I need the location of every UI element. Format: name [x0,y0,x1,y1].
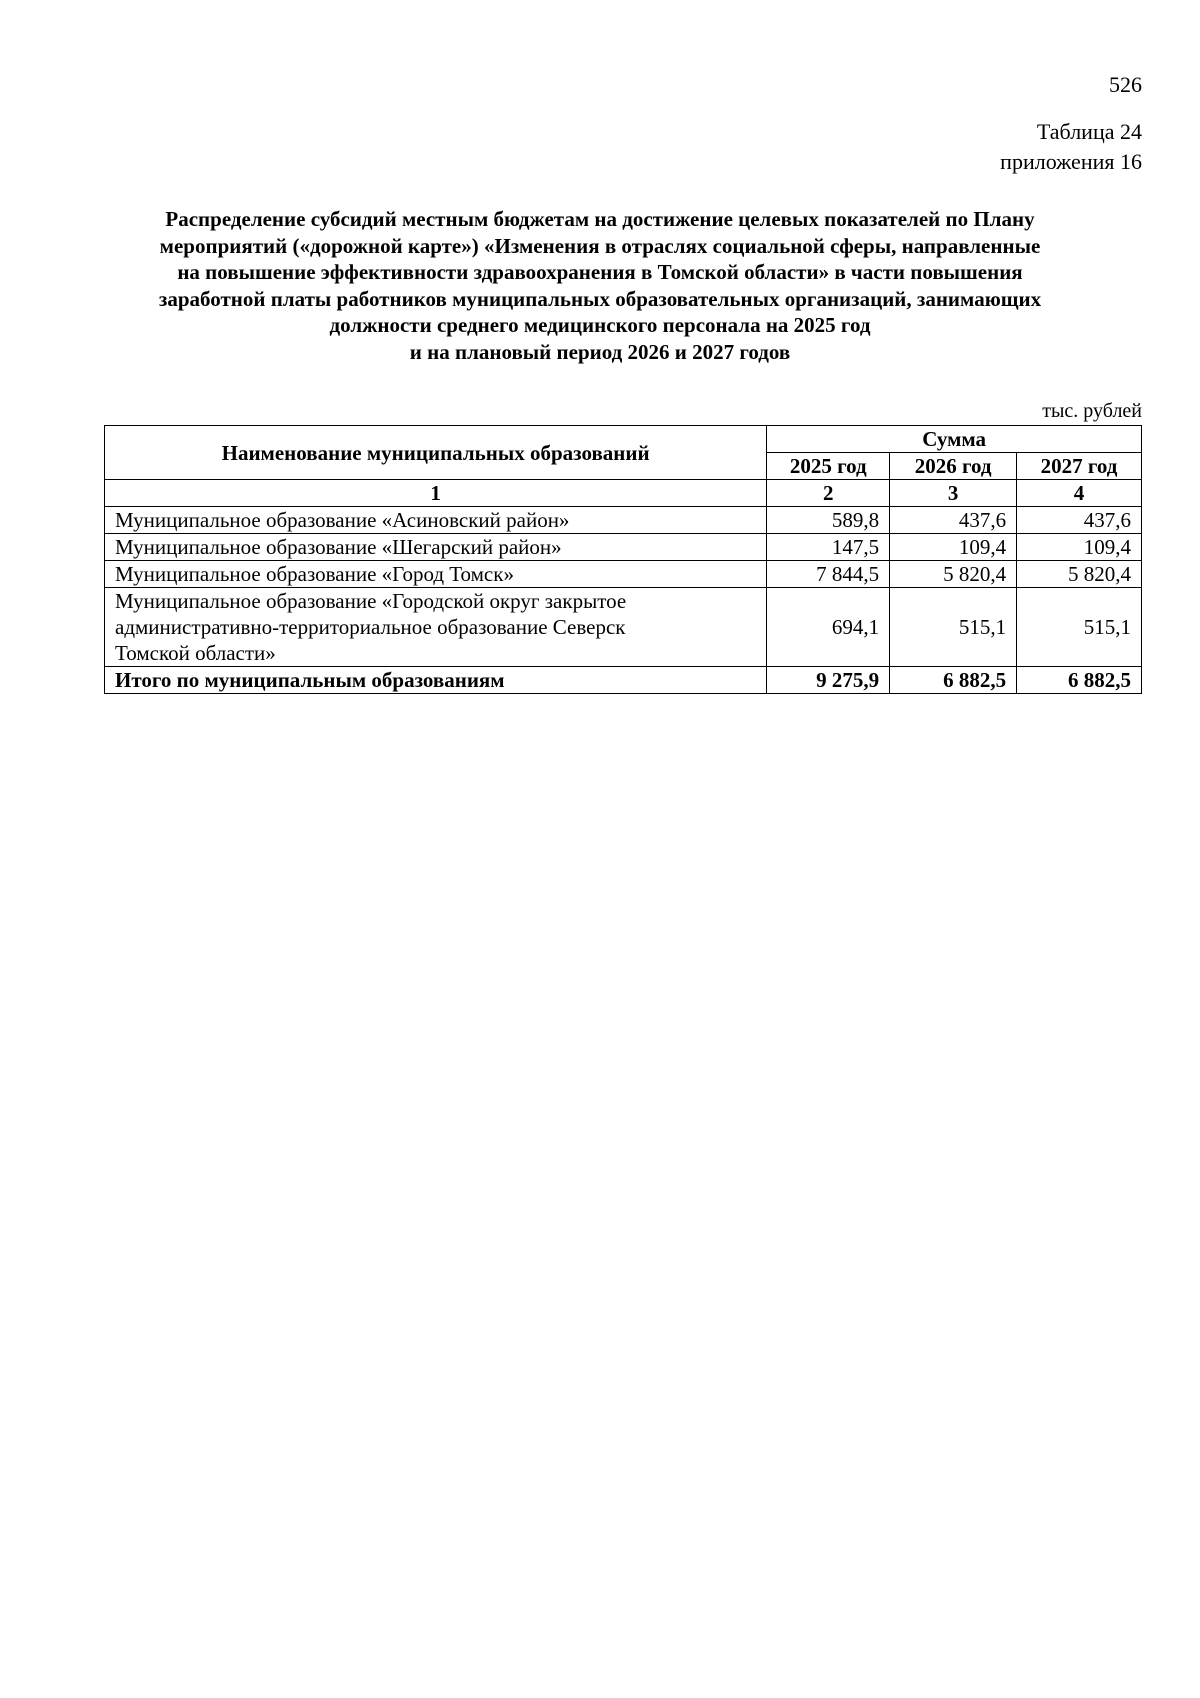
table-row [105,534,1142,561]
name-line: Томской области» [115,641,276,665]
name-line: Муниципальное образование «Городской округ закрытое [115,589,627,613]
table-ref-line-1: Таблица 24 [1036,119,1142,144]
subsidy-table [104,425,1142,694]
column-number-cell: 3 [890,480,1017,507]
table-row [105,561,1142,588]
value-cell: 109,4 [1017,534,1142,561]
municipality-name-cell [105,588,767,667]
value-cell: 7 844,5 [767,561,890,588]
header-year-cell: 2027 год [1017,453,1142,480]
value-cell: 5 820,4 [890,561,1017,588]
header-year-cell: 2026 год [890,453,1017,480]
value-cell: 147,5 [767,534,890,561]
header-year-cell: 2025 год [767,453,890,480]
title-line: Распределение субсидий местным бюджетам на достижение целевых показателей по Плану [165,207,1035,231]
header-sum-cell: Сумма [767,426,1142,453]
header-row [105,426,1142,453]
total-value-cell: 6 882,5 [1017,667,1142,694]
value-cell: 437,6 [1017,507,1142,534]
table-ref-line-2: приложения 16 [1000,149,1142,174]
value-cell: 515,1 [1017,588,1142,667]
municipality-name-cell: Муниципальное образование «Город Томск» [105,561,767,588]
table-row [105,507,1142,534]
value-cell: 109,4 [890,534,1017,561]
title-line: на повышение эффективности здравоохранения в Томской области» в части повышения [177,260,1023,284]
total-value-cell: 6 882,5 [890,667,1017,694]
table-row [105,588,1142,667]
column-number-cell: 4 [1017,480,1142,507]
total-row [105,667,1142,694]
units-label: тыс. рублей [1042,400,1142,422]
title-line: мероприятий («дорожной карте») «Изменения в отраслях социальной сферы, направленные [159,233,1041,258]
value-cell: 437,6 [890,507,1017,534]
document-title [100,206,1100,365]
header-name-cell: Наименование муниципальных образований [105,426,767,480]
title-line: заработной платы работников муниципальных образовательных организаций, занимающих [158,286,1042,311]
title-line: и на плановый период 2026 и 2027 годов [409,339,791,364]
title-line: должности среднего медицинского персонала на 2025 год [329,313,871,337]
column-number-cell: 1 [105,480,767,507]
value-cell: 589,8 [767,507,890,534]
municipality-name-cell: Муниципальное образование «Асиновский район» [105,507,767,534]
page-number: 526 [1109,72,1142,97]
value-cell: 515,1 [890,588,1017,667]
column-number-cell: 2 [767,480,890,507]
column-numbers-row [105,480,1142,507]
total-name-cell: Итого по муниципальным образованиям [105,667,767,694]
value-cell: 5 820,4 [1017,561,1142,588]
table-reference [1000,117,1142,177]
total-value-cell: 9 275,9 [767,667,890,694]
municipality-name-cell: Муниципальное образование «Шегарский район» [105,534,767,561]
value-cell: 694,1 [767,588,890,667]
name-line: административно-территориальное образование Северск [115,615,626,639]
